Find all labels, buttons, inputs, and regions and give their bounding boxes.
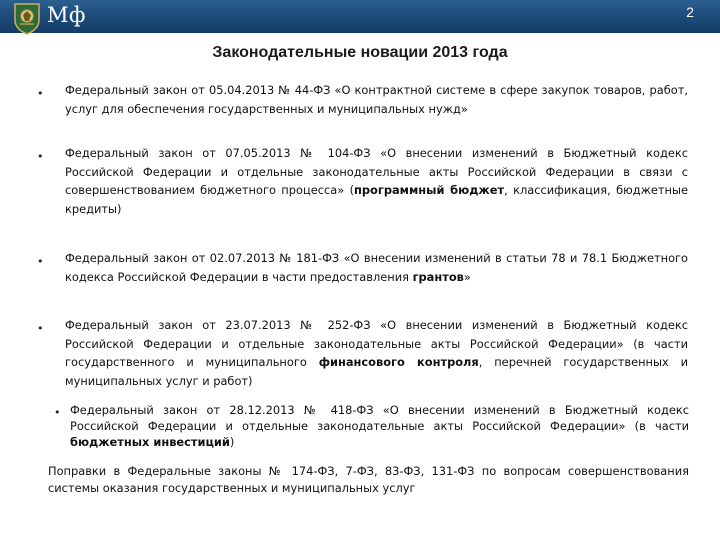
bold-term: грантов [412, 269, 464, 284]
text-segment: Федеральный закон от 28.12.2013 № 418-ФЗ «О внесении изменений в Бюджетный кодекс Российской Федерации и отдельные законодательные акты Российской Федерации» (в части [70, 403, 689, 433]
page-title: Законодательные новации 2013 года [212, 44, 508, 61]
footnote: Поправки в Федеральные законы № 174-ФЗ, 7-ФЗ, 83-ФЗ, 131-ФЗ по вопросам совершенствования системы оказания государственных и муниципальных услуг [48, 464, 689, 495]
text-segment: ) [229, 435, 235, 449]
list-item-text [70, 402, 689, 450]
text-segment: , классификация, бюджетные кредиты) [65, 183, 688, 216]
bullet: • [54, 406, 61, 419]
list-item-text [65, 144, 688, 218]
text-segment: Федеральный закон от 07.05.2013 № 104-ФЗ «О внесении изменений в Бюджетный кодекс Российской Федерации и отдельные законодательные акты Российской Федерации в связи с совершенствованием бюджетного процесса» ( [65, 146, 688, 197]
list-item-text [65, 249, 688, 286]
bullet: • [37, 150, 44, 163]
page-number: 2 [686, 4, 694, 20]
header-bar [0, 0, 720, 33]
bullet: • [37, 322, 44, 335]
coat-of-arms-icon [12, 2, 42, 35]
logo-text: Мф [47, 3, 86, 27]
bold-term: финансового контроля [318, 355, 479, 369]
list-item-text [65, 316, 688, 390]
text-segment: , перечней государственных и муниципальных услуг и работ) [65, 355, 689, 388]
bold-term: программный бюджет [354, 183, 505, 197]
bold-term: бюджетных инвестиций [70, 435, 230, 449]
text-segment: » [463, 269, 471, 284]
bullet: • [37, 255, 44, 268]
list-item-text: Федеральный закон от 05.04.2013 № 44-ФЗ «О контрактной системе в сфере закупок товаров, работ, услуг для обеспечения государственных и муниципальных нужд» [65, 83, 688, 116]
text-segment: Федеральный закон от 23.07.2013 № 252-ФЗ «О внесении изменений в Бюджетный кодекс Российской Федерации и отдельные законодательные акты Российской Федерации» (в части государственного и муниципального [65, 318, 688, 369]
bullet: • [37, 87, 44, 100]
text-segment: Федеральный закон от 02.07.2013 № 181-ФЗ «О внесении изменений в статьи 78 и 78.1 Бюджетного кодекса Российской Федерации в части предоставления [65, 251, 688, 284]
